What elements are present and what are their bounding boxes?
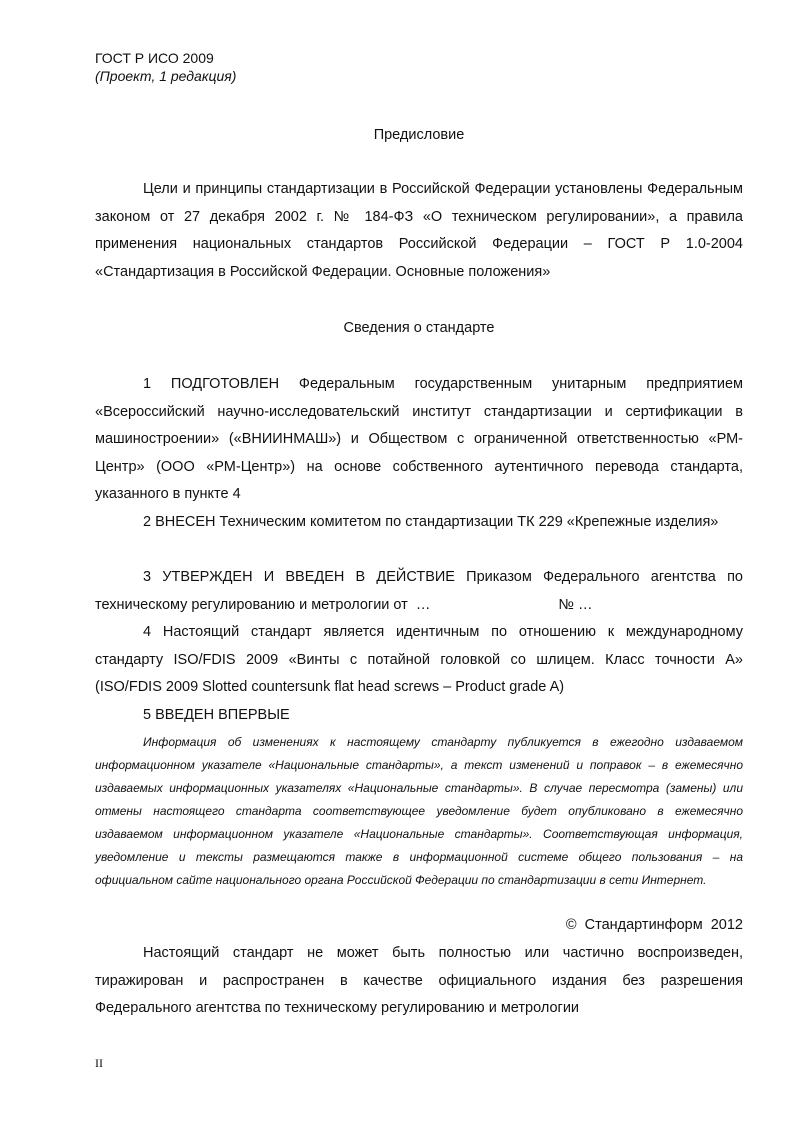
info-item-3-text: 3 УТВЕРЖДЕН И ВВЕДЕН В ДЕЙСТВИЕ Приказом Федерального агентства по техническому регулированию и метрологии от — [95, 569, 743, 613]
info-title: Сведения о стандарте — [343, 320, 495, 336]
document-header — [95, 49, 236, 85]
page-number: II — [95, 1056, 103, 1070]
copyright: © Стандартинформ 2012 — [565, 917, 743, 933]
foreword-title: Предисловие — [373, 127, 465, 143]
foreword-text: Цели и принципы стандартизации в Российской Федерации установлены Федеральным законом от 27 декабря 2002 г. № 184-ФЗ «О техническом регулировании», а правила применения национальных стандартов Российской Федерации – ГОСТ Р 1.0-2004 «Стандартизация в Российской Федерации. Основные положения» — [95, 181, 743, 280]
info-item-3-date: … — [415, 596, 431, 613]
document-id: ГОСТ Р ИСО 2009 — [95, 50, 214, 66]
info-item-5: 5 ВВЕДЕН ВПЕРВЫЕ — [143, 707, 290, 723]
info-item-4: 4 Настоящий стандарт является идентичным по отношению к международному стандарту ISO/FDIS 2009 «Винты с потайной головкой со шлицем. Класс точности А» (ISO/FDIS 2009 Slotted countersunk flat head screws – Product grade A) — [95, 624, 743, 695]
info-item-3-number: № … — [558, 596, 593, 613]
reproduction-restriction: Настоящий стандарт не может быть полностью или частично воспроизведен, тиражирован и распространен в качестве официального издания без разрешения Федерального агентства по техническому регулированию и метрологии — [95, 945, 743, 1016]
info-item-3 — [95, 564, 743, 619]
amendments-note: Информация об изменениях к настоящему стандарту публикуется в ежегодно издаваемом информационном указателе «Национальные стандарты», а текст изменений и поправок – в ежемесячно издаваемых информационных указателях «Национальные стандарты». В случае пересмотра (замены) или отмены настоящего стандарта соответствующее уведомление будет опубликовано в ежемесячно издаваемом информационном указателе «Национальные стандарты». Соответствующая информация, уведомление и тексты размещаются также в информационной системе общего пользования – на официальном сайте национального органа Российской Федерации по стандартизации в сети Интернет. — [95, 735, 743, 887]
info-item-1: 1 ПОДГОТОВЛЕН Федеральным государственным унитарным предприятием «Всероссийский научно-исследовательский институт стандартизации и сертификации в машиностроении» («ВНИИНМАШ») и Обществом с ограниченной ответственностью «РМ-Центр» (ООО «РМ-Центр») на основе собственного аутентичного перевода стандарта, указанного в пункте 4 — [95, 376, 743, 502]
draft-note: (Проект, 1 редакция) — [95, 68, 237, 84]
info-item-2: 2 ВНЕСЕН Техническим комитетом по стандартизации ТК 229 «Крепежные изделия» — [143, 514, 719, 530]
